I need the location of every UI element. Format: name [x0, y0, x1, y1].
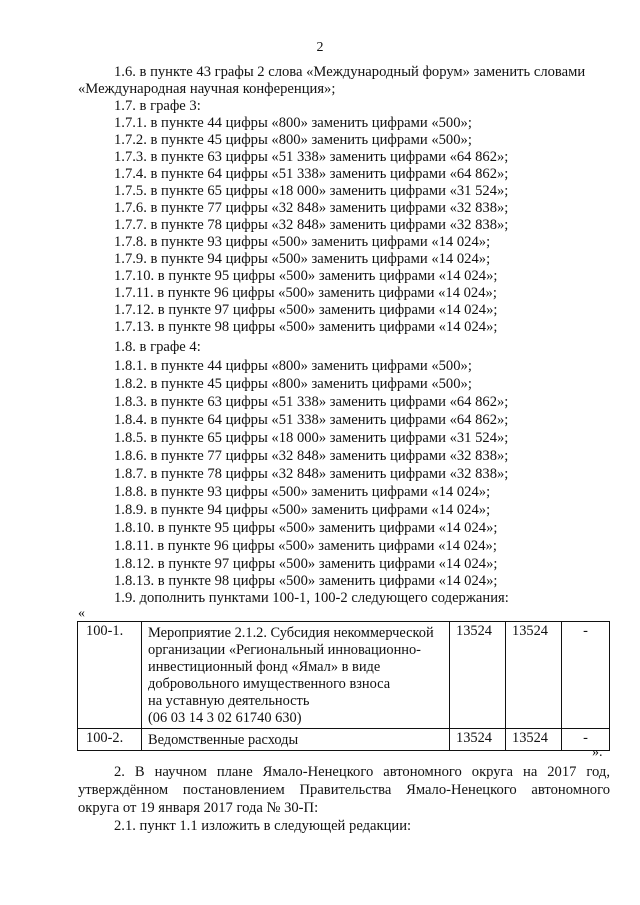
item-1-8-5: 1.8.5. в пункте 65 цифры «18 000» заменить цифрами «31 524»;	[114, 430, 509, 446]
row-number: 100-2.	[78, 729, 142, 751]
item-1-8-11: 1.8.11. в пункте 96 цифры «500» заменить цифрами «14 024»;	[114, 538, 497, 554]
value-cell: 13524	[506, 622, 562, 729]
para-1-8: 1.8. в графе 4:	[114, 339, 201, 355]
description-line: на уставную деятельность	[148, 693, 310, 709]
para-2-line-2: утверждённом постановлением Правительства Ямало-Ненецкого автономного	[78, 782, 610, 798]
item-1-8-2: 1.8.2. в пункте 45 цифры «800» заменить цифрами «500»;	[114, 376, 472, 392]
para-1-7: 1.7. в графе 3:	[114, 98, 201, 114]
item-1-7-3: 1.7.3. в пункте 63 цифры «51 338» заменить цифрами «64 862»;	[114, 149, 509, 165]
item-1-8-12: 1.8.12. в пункте 97 цифры «500» заменить цифрами «14 024»;	[114, 556, 498, 572]
item-1-8-1: 1.8.1. в пункте 44 цифры «800» заменить цифрами «500»;	[114, 358, 472, 374]
description-line: (06 03 14 3 02 61740 630)	[148, 710, 302, 726]
item-1-8-4: 1.8.4. в пункте 64 цифры «51 338» заменить цифрами «64 862»;	[114, 412, 509, 428]
item-1-7-10: 1.7.10. в пункте 95 цифры «500» заменить цифрами «14 024»;	[114, 268, 498, 284]
value-cell: 13524	[450, 729, 506, 751]
item-1-8-9: 1.8.9. в пункте 94 цифры «500» заменить цифрами «14 024»;	[114, 502, 491, 518]
table-row	[78, 729, 610, 751]
item-1-8-6: 1.8.6. в пункте 77 цифры «32 848» заменить цифрами «32 838»;	[114, 448, 509, 464]
description-line: Ведомственные расходы	[148, 732, 299, 748]
row-description	[142, 622, 450, 729]
description-line: организации «Региональный инновационно-	[148, 642, 421, 658]
para-2-line-3: округа от 19 января 2017 года № 30-П:	[78, 800, 319, 816]
item-1-7-8: 1.7.8. в пункте 93 цифры «500» заменить цифрами «14 024»;	[114, 234, 491, 250]
para-2-1: 2.1. пункт 1.1 изложить в следующей редакции:	[114, 818, 412, 834]
item-1-7-13: 1.7.13. в пункте 98 цифры «500» заменить цифрами «14 024»;	[114, 319, 498, 335]
description-line: добровольного имущественного взноса	[148, 676, 391, 692]
item-1-7-7: 1.7.7. в пункте 78 цифры «32 848» заменить цифрами «32 838»;	[114, 217, 509, 233]
item-1-8-10: 1.8.10. в пункте 95 цифры «500» заменить цифрами «14 024»;	[114, 520, 498, 536]
amendment-table	[77, 621, 610, 751]
quote-close-mark: ».	[592, 745, 603, 760]
item-1-7-6: 1.7.6. в пункте 77 цифры «32 848» заменить цифрами «32 838»;	[114, 200, 509, 216]
value-cell: 13524	[506, 729, 562, 751]
description-line: Мероприятие 2.1.2. Субсидия некоммерческой	[148, 625, 434, 641]
description-line: инвестиционный фонд «Ямал» в виде	[148, 659, 381, 675]
item-1-8-13: 1.8.13. в пункте 98 цифры «500» заменить цифрами «14 024»;	[114, 573, 498, 589]
quote-open-mark: «	[78, 606, 85, 621]
item-1-7-11: 1.7.11. в пункте 96 цифры «500» заменить цифрами «14 024»;	[114, 285, 497, 301]
item-1-8-7: 1.8.7. в пункте 78 цифры «32 848» заменить цифрами «32 838»;	[114, 466, 509, 482]
item-1-7-2: 1.7.2. в пункте 45 цифры «800» заменить цифрами «500»;	[114, 132, 472, 148]
item-1-7-12: 1.7.12. в пункте 97 цифры «500» заменить цифрами «14 024»;	[114, 302, 498, 318]
item-1-8-3: 1.8.3. в пункте 63 цифры «51 338» заменить цифрами «64 862»;	[114, 394, 509, 410]
para-1-6-line-2: «Международная научная конференция»;	[78, 81, 336, 97]
value-cell: -	[562, 729, 610, 751]
para-2-line-1: 2. В научном плане Ямало-Ненецкого автономного округа на 2017 год,	[114, 764, 610, 780]
para-1-9: 1.9. дополнить пунктами 100-1, 100-2 следующего содержания:	[114, 590, 509, 606]
row-description	[142, 729, 450, 751]
value-cell: 13524	[450, 622, 506, 729]
item-1-7-5: 1.7.5. в пункте 65 цифры «18 000» заменить цифрами «31 524»;	[114, 183, 509, 199]
item-1-7-4: 1.7.4. в пункте 64 цифры «51 338» заменить цифрами «64 862»;	[114, 166, 509, 182]
para-1-6-line-1: 1.6. в пункте 43 графы 2 слова «Международный форум» заменить словами	[114, 64, 586, 80]
item-1-8-8: 1.8.8. в пункте 93 цифры «500» заменить цифрами «14 024»;	[114, 484, 491, 500]
page-number: 2	[316, 40, 324, 55]
item-1-7-9: 1.7.9. в пункте 94 цифры «500» заменить цифрами «14 024»;	[114, 251, 491, 267]
row-number: 100-1.	[78, 622, 142, 729]
table-row	[78, 622, 610, 729]
item-1-7-1: 1.7.1. в пункте 44 цифры «800» заменить цифрами «500»;	[114, 115, 472, 131]
value-cell: -	[562, 622, 610, 729]
